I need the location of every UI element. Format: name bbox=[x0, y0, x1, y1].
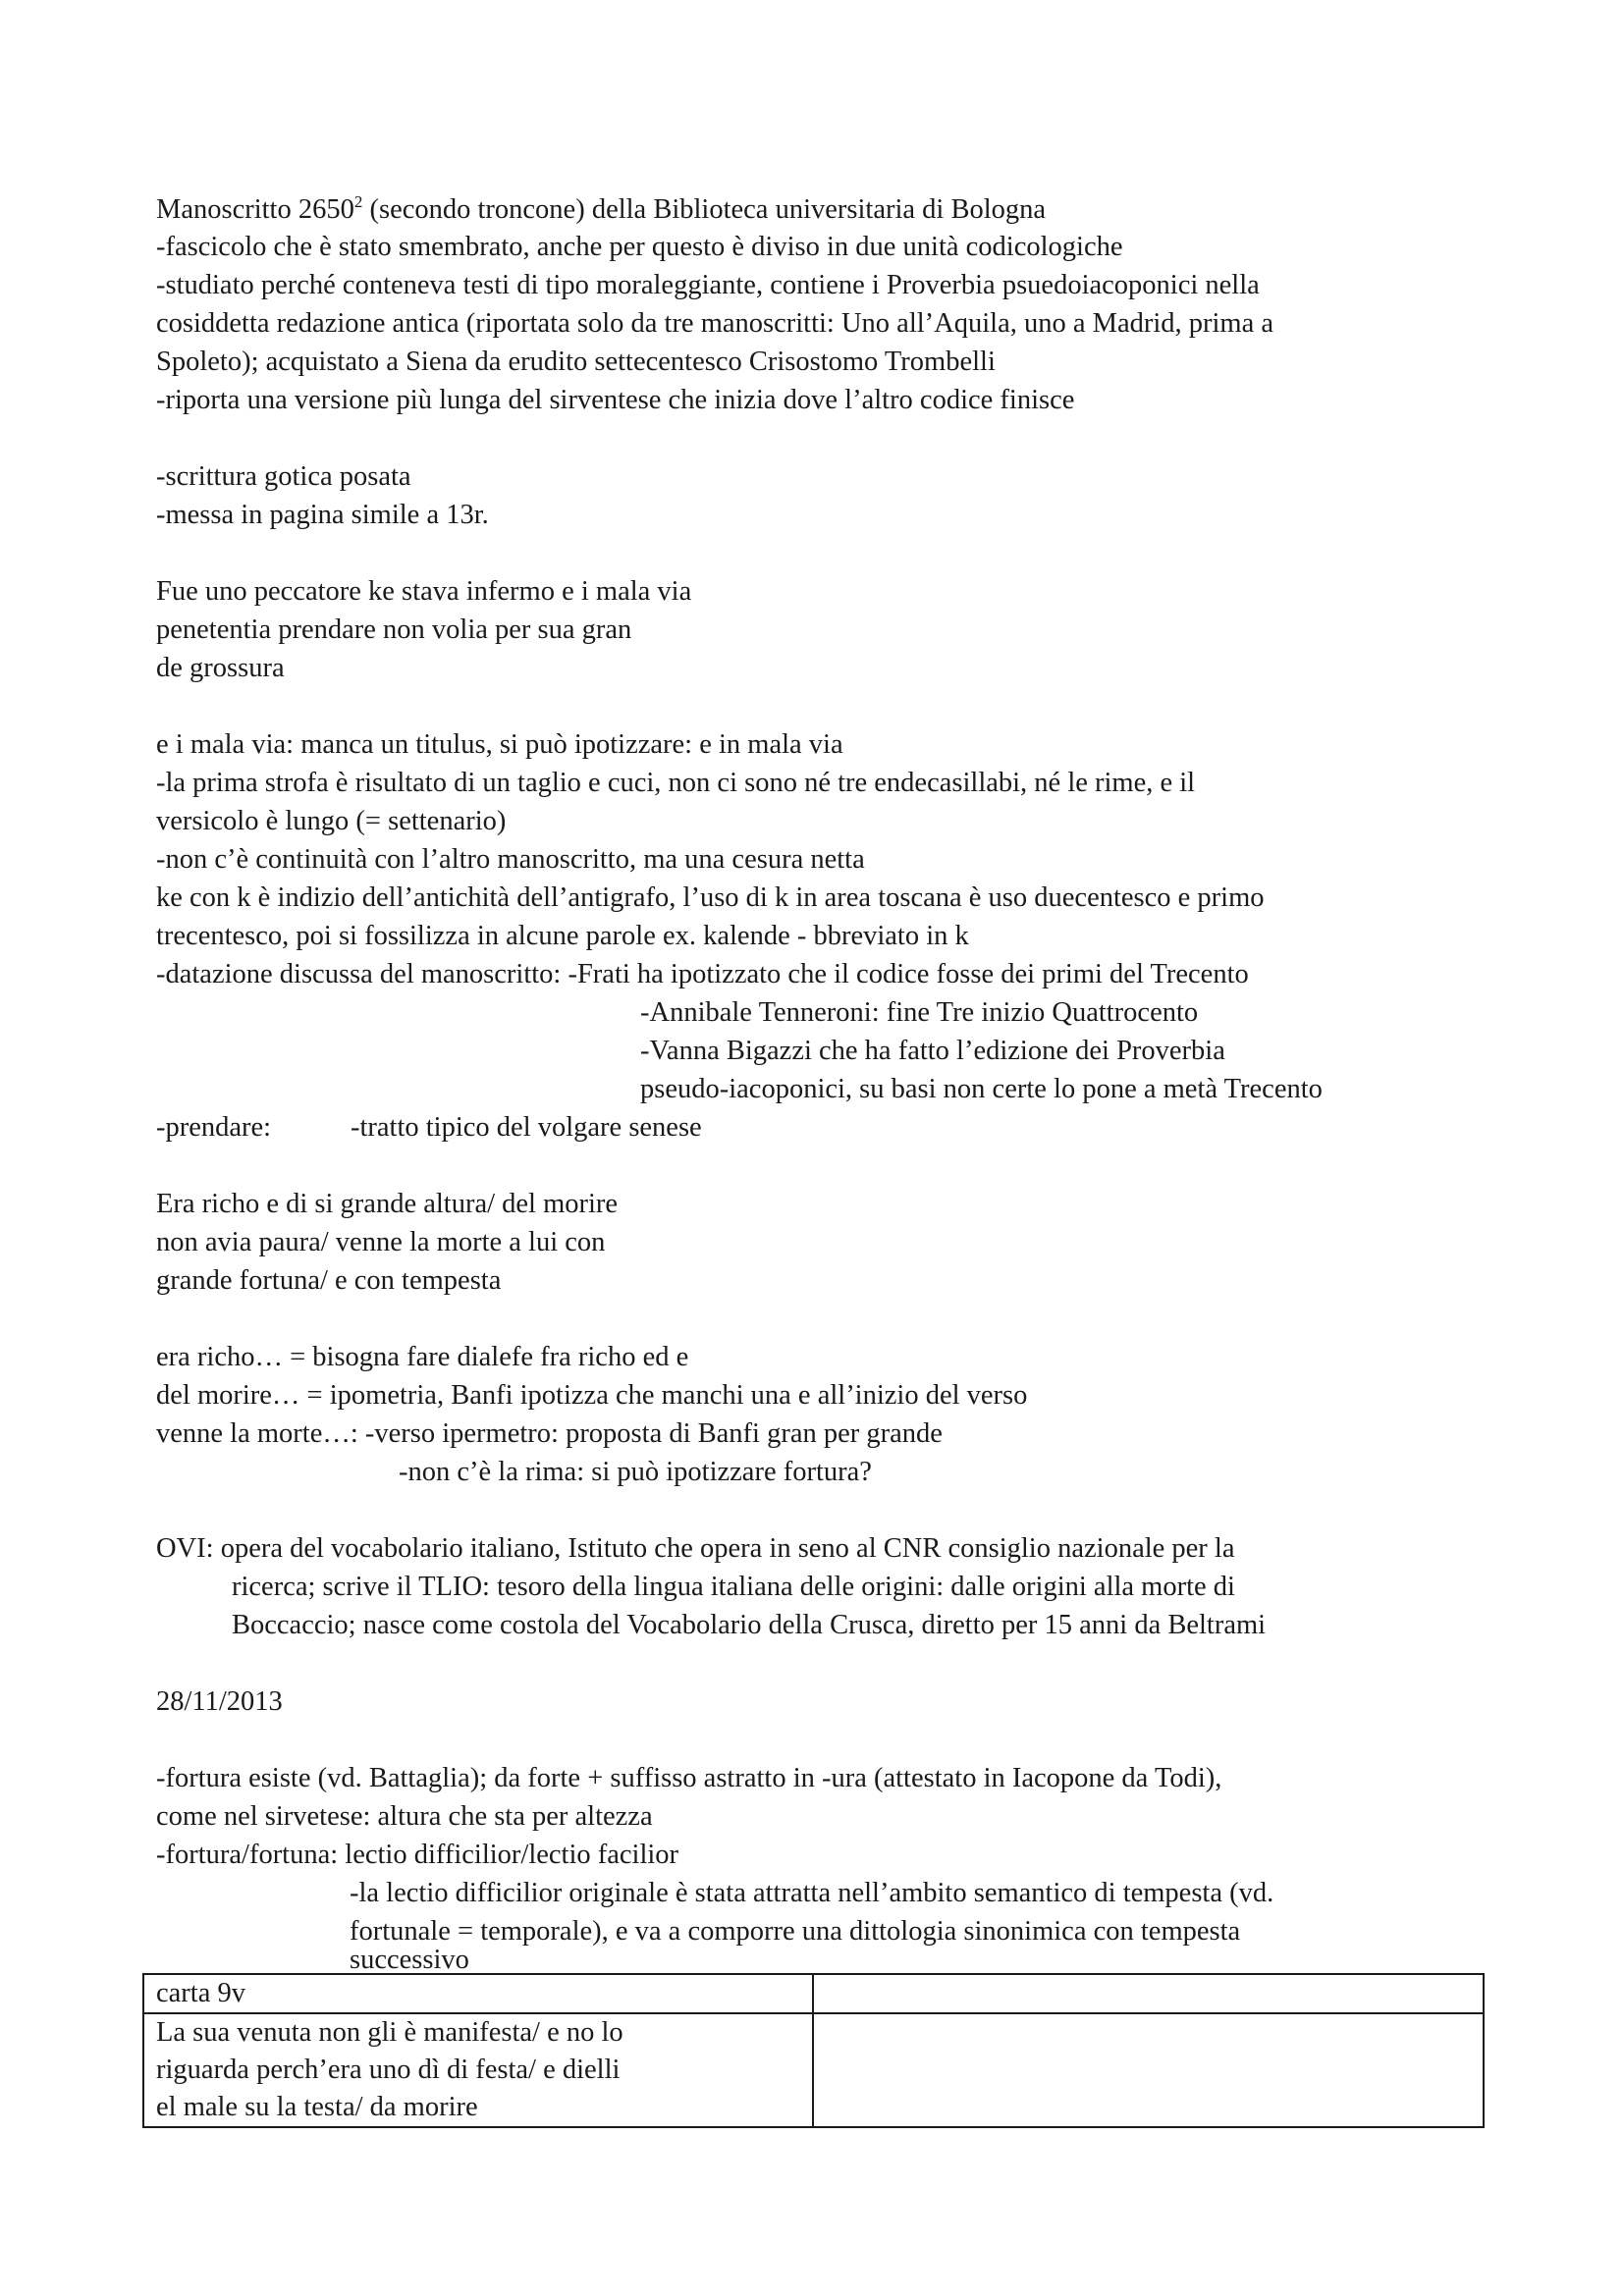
note-line: -fortura/fortuna: lectio difficilior/lectio facilior bbox=[156, 1840, 679, 1870]
table-cell bbox=[143, 2013, 813, 2127]
table-cell bbox=[813, 1974, 1484, 2013]
ovi-paragraph: ricerca; scrive il TLIO: tesoro della lingua italiana delle origini: dalle origini alla morte di bbox=[232, 1572, 1235, 1602]
intro-line: -riporta una versione più lunga del sirventese che inizia dove l’altro codice finisce bbox=[156, 385, 1075, 415]
intro-line: cosiddetta redazione antica (riportata solo da tre manoscritti: Uno all’Aquila, uno a Madrid, prima a bbox=[156, 308, 1274, 339]
prendare-label: -prendare: bbox=[156, 1112, 272, 1143]
metrics-note: del morire… = ipometria, Banfi ipotizza che manchi una e all’inizio del verso bbox=[156, 1380, 1028, 1411]
verse-line: grande fortuna/ e con tempesta bbox=[156, 1265, 502, 1296]
dating-note-indented: pseudo-iacoponici, su basi non certe lo pone a metà Trecento bbox=[640, 1074, 1323, 1104]
cell-line: el male su la testa/ da morire bbox=[156, 2092, 478, 2122]
note-line: versicolo è lungo (= settenario) bbox=[156, 806, 507, 836]
ovi-paragraph: OVI: opera del vocabolario italiano, Istituto che opera in seno al CNR consiglio nazionale per la bbox=[156, 1533, 1235, 1564]
note-line: -la prima strofa è risultato di un taglio e cuci, non ci sono né tre endecasillabi, né le rime, e il bbox=[156, 768, 1196, 798]
dating-note: -datazione discussa del manoscritto: -Frati ha ipotizzato che il codice fosse dei primi del Trecento bbox=[156, 959, 1249, 989]
table-cell: carta 9v bbox=[143, 1974, 813, 2013]
heading-text: Manoscritto 2650 bbox=[156, 194, 354, 225]
metrics-note: venne la morte…: -verso ipermetro: proposta di Banfi gran per grande bbox=[156, 1418, 943, 1449]
verse-line: Era richo e di si grande altura/ del morire bbox=[156, 1189, 619, 1219]
heading-text-rest: (secondo troncone) della Biblioteca universitaria di Bologna bbox=[362, 194, 1047, 225]
intro-line: Spoleto); acquistato a Siena da erudito settecentesco Crisostomo Trombelli bbox=[156, 347, 996, 377]
dating-note-indented: -Annibale Tenneroni: fine Tre inizio Quattrocento bbox=[640, 997, 1199, 1028]
prendare-note: -tratto tipico del volgare senese bbox=[351, 1112, 702, 1143]
cell-line: La sua venuta non gli è manifesta/ e no lo bbox=[156, 2017, 623, 2048]
verse-line: Fue uno peccatore ke stava infermo e i mala via bbox=[156, 576, 692, 607]
table-row bbox=[143, 2013, 1484, 2127]
verse-line: de grossura bbox=[156, 653, 285, 683]
verse-line: non avia paura/ venne la morte a lui con bbox=[156, 1227, 606, 1257]
cell-line: riguarda perch’era uno dì di festa/ e dielli bbox=[156, 2055, 621, 2085]
verse-line: penetentia prendare non volia per sua gran bbox=[156, 614, 632, 645]
dating-note-indented: -Vanna Bigazzi che ha fatto l’edizione dei Proverbia bbox=[640, 1036, 1225, 1066]
manuscript-heading bbox=[156, 191, 1046, 232]
note-line-indented: -la lectio difficilior originale è stata attratta nell’ambito semantico di tempesta (vd. bbox=[350, 1878, 1274, 1908]
table-cell bbox=[813, 2013, 1484, 2127]
note-line-indented: fortunale = temporale), e va a comporre una dittologia sinonimica con tempesta bbox=[350, 1916, 1241, 1947]
note-line: e i mala via: manca un titulus, si può ipotizzare: e in mala via bbox=[156, 729, 843, 760]
note-line: -fortura esiste (vd. Battaglia); da forte + suffisso astratto in -ura (attestato in Iacopone da Todi), bbox=[156, 1763, 1222, 1793]
intro-line: -fascicolo che è stato smembrato, anche per questo è diviso in due unità codicologiche bbox=[156, 232, 1123, 262]
heading-superscript: 2 bbox=[353, 192, 363, 211]
table-header-row bbox=[143, 1974, 1484, 2013]
carta-table bbox=[142, 1973, 1485, 2128]
intro-line: -studiato perché conteneva testi di tipo moraleggiante, contiene i Proverbia psuedoiacoponici nella bbox=[156, 270, 1260, 300]
note-line: come nel sirvetese: altura che sta per altezza bbox=[156, 1801, 653, 1832]
ovi-paragraph: Boccaccio; nasce come costola del Vocabolario della Crusca, diretto per 15 anni da Beltrami bbox=[232, 1610, 1267, 1640]
script-note: -scrittura gotica posata bbox=[156, 461, 411, 492]
script-note: -messa in pagina simile a 13r. bbox=[156, 500, 489, 530]
lesson-date: 28/11/2013 bbox=[156, 1686, 283, 1717]
note-line-indented: successivo bbox=[350, 1945, 469, 1975]
note-line: trecentesco, poi si fossilizza in alcune parole ex. kalende - bbreviato in k bbox=[156, 921, 969, 951]
note-line: -non c’è continuità con l’altro manoscritto, ma una cesura netta bbox=[156, 844, 865, 875]
note-line: ke con k è indizio dell’antichità dell’antigrafo, l’uso di k in area toscana è uso duecentesco e primo bbox=[156, 882, 1265, 913]
metrics-note: era richo… = bisogna fare dialefe fra richo ed e bbox=[156, 1342, 689, 1372]
metrics-note-indented: -non c’è la rima: si può ipotizzare fortura? bbox=[399, 1457, 872, 1487]
